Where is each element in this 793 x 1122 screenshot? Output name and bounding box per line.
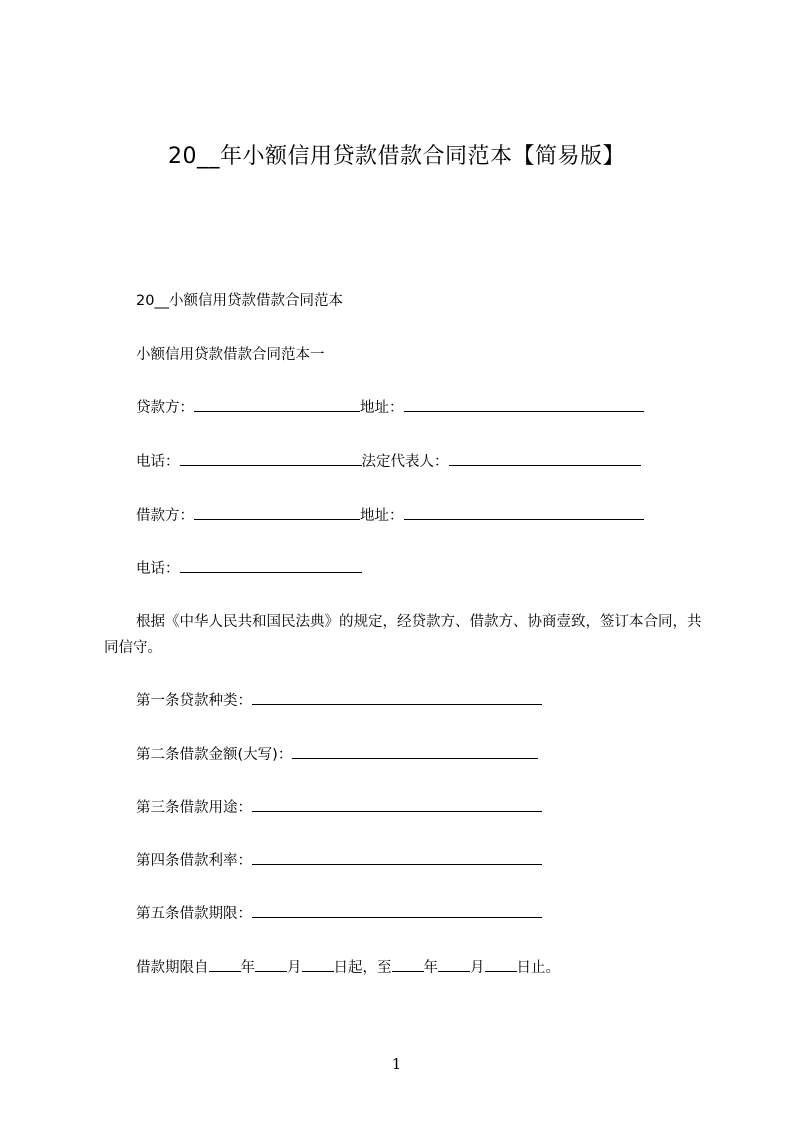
lender-address-label: 地址： [360, 400, 404, 416]
article-3-row [136, 797, 542, 819]
borrower-row [136, 505, 644, 527]
borrower-phone-blank[interactable] [180, 558, 362, 573]
intro-paragraph: 根据《中华人民共和国民法典》的规定，经贷款方、借款方、协商壹致，签订本合同，共同信守。 [104, 614, 702, 656]
start-month-label: 月 [287, 960, 302, 976]
start-day-blank[interactable] [302, 957, 334, 972]
article-5-row [136, 903, 542, 925]
article-4-row [136, 850, 542, 872]
borrower-phone-label: 电话： [136, 561, 180, 577]
article-2-label: 第二条借款金额(大写)： [136, 747, 293, 763]
end-day-blank[interactable] [485, 957, 517, 972]
article-2-row [136, 744, 538, 766]
start-year-label: 年 [240, 960, 255, 976]
lender-address-blank[interactable] [404, 397, 644, 412]
article-1-row [136, 690, 542, 712]
start-year-blank[interactable] [209, 957, 241, 972]
article-1-blank[interactable] [252, 690, 542, 705]
section-title: 小额信用贷款借款合同范本一 [136, 347, 325, 363]
subtitle: 20__小额信用贷款借款合同范本 [136, 293, 343, 309]
end-year-blank[interactable] [392, 957, 424, 972]
article-5-blank[interactable] [252, 903, 542, 918]
article-4-label: 第四条借款利率： [136, 853, 252, 869]
borrower-blank[interactable] [194, 505, 360, 520]
end-month-blank[interactable] [438, 957, 470, 972]
end-day-label: 日止。 [516, 960, 560, 976]
end-year-label: 年 [423, 960, 438, 976]
lender-row [136, 397, 644, 419]
lender-blank[interactable] [194, 397, 360, 412]
article-2-blank[interactable] [292, 744, 538, 759]
article-4-blank[interactable] [252, 850, 542, 865]
lender-label: 贷款方： [136, 400, 194, 416]
article-3-label: 第三条借款用途： [136, 800, 252, 816]
loan-term-row [136, 957, 560, 979]
borrower-address-label: 地址： [360, 508, 404, 524]
legal-rep-blank[interactable] [449, 451, 641, 466]
legal-rep-label: 法定代表人： [361, 454, 449, 470]
start-day-label: 日起，至 [333, 960, 392, 976]
article-3-blank[interactable] [252, 797, 542, 812]
borrower-label: 借款方： [136, 508, 194, 524]
page-number: 1 [391, 1055, 402, 1073]
article-5-label: 第五条借款期限： [136, 906, 252, 922]
lender-phone-blank[interactable] [180, 451, 362, 466]
term-prefix: 借款期限自 [136, 960, 209, 976]
end-month-label: 月 [470, 960, 485, 976]
start-month-blank[interactable] [255, 957, 287, 972]
borrower-phone-row [136, 558, 362, 580]
lender-phone-label: 电话： [136, 454, 180, 470]
lender-phone-row [136, 451, 641, 473]
document-title: 20__年小额信用贷款借款合同范本【简易版】 [168, 144, 625, 169]
article-1-label: 第一条贷款种类： [136, 693, 252, 709]
borrower-address-blank[interactable] [404, 505, 644, 520]
